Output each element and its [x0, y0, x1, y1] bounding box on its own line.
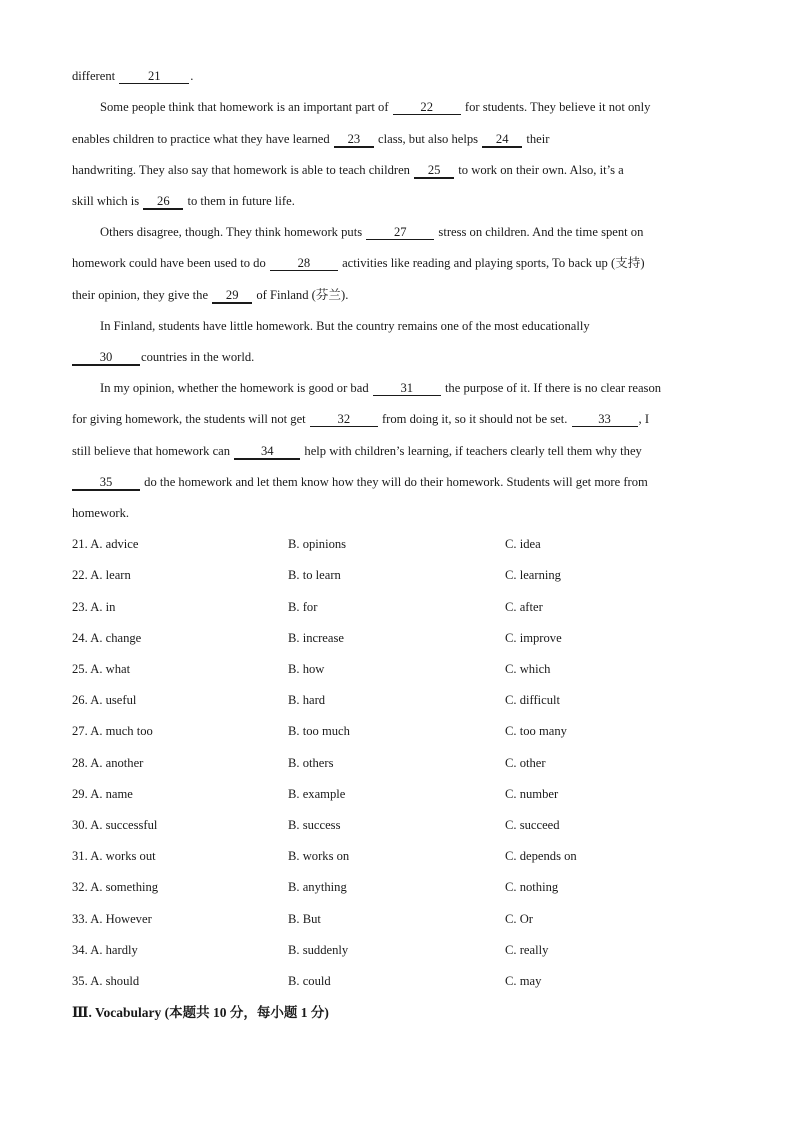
passage-text: to work on their own. Also, it’s a — [458, 163, 624, 177]
option-a[interactable] — [72, 599, 115, 615]
passage-text: class, but also helps — [378, 132, 479, 146]
question-number: 25. — [72, 662, 88, 676]
passage-line — [72, 411, 722, 427]
blank-21[interactable]: 21 — [119, 70, 189, 84]
passage-text: their — [526, 132, 550, 146]
option-b[interactable]: B. opinions — [288, 537, 347, 551]
question-number: 33. — [72, 912, 88, 926]
passage-line — [72, 131, 722, 148]
blank-27[interactable]: 27 — [366, 226, 434, 240]
passage-line — [72, 287, 722, 304]
question-number: 34. — [72, 943, 88, 957]
option-c[interactable]: C. really — [505, 943, 549, 957]
option-c[interactable]: C. may — [505, 974, 542, 988]
option-a-label: A. another — [90, 756, 144, 770]
blank-35[interactable]: 35 — [72, 476, 140, 491]
passage-line — [72, 443, 722, 460]
question-number: 28. — [72, 756, 88, 770]
option-c[interactable]: C. too many — [505, 724, 567, 738]
section-title: Ⅲ. Vocabulary — [72, 1005, 162, 1020]
option-a[interactable] — [72, 879, 158, 895]
passage-line — [72, 68, 722, 84]
option-a[interactable] — [72, 786, 133, 802]
option-a[interactable] — [72, 973, 139, 989]
option-c[interactable]: C. improve — [505, 631, 562, 645]
passage-text: still believe that homework can — [72, 444, 231, 458]
blank-28[interactable]: 28 — [270, 257, 338, 271]
question-number: 26. — [72, 693, 88, 707]
option-b[interactable]: B. how — [288, 662, 325, 676]
blank-24[interactable]: 24 — [482, 133, 522, 148]
question-number: 22. — [72, 568, 88, 582]
passage-text: handwriting. They also say that homework is able to teach children — [72, 163, 410, 177]
passage-text: different — [72, 69, 116, 83]
option-a-label: A. change — [90, 631, 142, 645]
option-a-label: A. learn — [90, 568, 131, 582]
question-number: 29. — [72, 787, 88, 801]
blank-34[interactable]: 34 — [234, 445, 300, 460]
section-heading — [72, 1001, 329, 1021]
passage-text: to them in future life. — [187, 194, 295, 208]
blank-22[interactable]: 22 — [393, 101, 461, 115]
option-b[interactable]: B. example — [288, 787, 346, 801]
passage-text: , I — [638, 412, 650, 426]
passage-text: Others disagree, though. They think homework puts — [100, 225, 363, 239]
option-a[interactable] — [72, 911, 152, 927]
option-a-label: A. advice — [90, 537, 139, 551]
option-c[interactable]: C. difficult — [505, 693, 561, 707]
option-c[interactable]: C. nothing — [505, 880, 559, 894]
option-b[interactable]: B. could — [288, 974, 331, 988]
option-b[interactable]: B. too much — [288, 724, 350, 738]
passage-text: homework could have been used to do — [72, 256, 266, 270]
option-b[interactable]: B. anything — [288, 880, 347, 894]
option-c[interactable]: C. succeed — [505, 818, 560, 832]
passage-text: skill which is — [72, 194, 140, 208]
option-b[interactable]: B. to learn — [288, 568, 341, 582]
question-number: 31. — [72, 849, 88, 863]
option-a[interactable] — [72, 942, 138, 958]
passage-text: from doing it, so it should not be set. — [381, 412, 568, 426]
option-a[interactable] — [72, 817, 157, 833]
passage-text: do the homework and let them know how they will do their homework. Students will get more from — [144, 475, 648, 489]
option-a[interactable] — [72, 723, 153, 739]
passage-text: Some people think that homework is an important part of — [100, 100, 389, 114]
blank-29[interactable]: 29 — [212, 289, 252, 304]
passage-text: activities like reading and playing sports, To back up (支持) — [342, 256, 645, 270]
question-number: 21. — [72, 537, 88, 551]
passage-line — [100, 380, 722, 396]
option-a-label: A. successful — [90, 818, 158, 832]
option-a-label: A. works out — [90, 849, 156, 863]
passage-line — [72, 255, 722, 271]
option-a[interactable] — [72, 692, 136, 708]
question-number: 23. — [72, 600, 88, 614]
option-c[interactable]: C. learning — [505, 568, 561, 582]
passage-text: In Finland, students have little homework. But the country remains one of the most educationally — [100, 319, 590, 333]
option-c[interactable]: C. idea — [505, 537, 541, 551]
blank-31[interactable]: 31 — [373, 382, 441, 396]
blank-26[interactable]: 26 — [143, 195, 183, 210]
option-a[interactable] — [72, 630, 141, 646]
option-a-label: A. useful — [90, 693, 137, 707]
option-b[interactable]: B. for — [288, 600, 318, 614]
option-a-label: A. hardly — [90, 943, 138, 957]
section-note: (本题共 10 分，每小题 1 分) — [164, 1005, 329, 1020]
option-c[interactable]: C. after — [505, 600, 543, 614]
option-c[interactable]: C. Or — [505, 912, 533, 926]
option-b[interactable]: B. others — [288, 756, 334, 770]
option-b[interactable]: B. works on — [288, 849, 350, 863]
passage-text: In my opinion, whether the homework is good or bad — [100, 381, 369, 395]
question-number: 24. — [72, 631, 88, 645]
passage-line — [100, 224, 722, 240]
passage-text: countries in the world. — [141, 350, 255, 364]
option-b[interactable]: B. hard — [288, 693, 326, 707]
option-a-label: A. what — [90, 662, 131, 676]
option-a[interactable] — [72, 567, 131, 583]
passage-line — [72, 162, 722, 179]
option-a-label: A. name — [90, 787, 133, 801]
passage-text: . — [190, 69, 194, 83]
blank-30[interactable]: 30 — [72, 351, 140, 366]
passage-line — [72, 193, 722, 210]
option-a-label: A. should — [90, 974, 140, 988]
blank-33[interactable]: 33 — [572, 413, 638, 427]
passage-text: stress on children. And the time spent on — [438, 225, 644, 239]
option-c[interactable]: C. depends on — [505, 849, 577, 863]
passage-line — [100, 99, 722, 115]
option-c[interactable]: C. number — [505, 787, 559, 801]
blank-25[interactable]: 25 — [414, 164, 454, 179]
option-b[interactable]: B. increase — [288, 631, 344, 645]
passage-line — [72, 505, 722, 521]
option-b[interactable]: B. success — [288, 818, 341, 832]
passage-text: for students. They believe it not only — [464, 100, 651, 114]
question-number: 30. — [72, 818, 88, 832]
passage-text: enables children to practice what they have learned — [72, 132, 330, 146]
question-number: 27. — [72, 724, 88, 738]
blank-32[interactable]: 32 — [310, 413, 378, 427]
option-a[interactable] — [72, 536, 138, 552]
passage-text: for giving homework, the students will not get — [72, 412, 306, 426]
passage-text: the purpose of it. If there is no clear reason — [444, 381, 662, 395]
passage-text: help with children’s learning, if teachers clearly tell them why they — [304, 444, 642, 458]
question-number: 32. — [72, 880, 88, 894]
question-number: 35. — [72, 974, 88, 988]
option-b[interactable]: B. suddenly — [288, 943, 349, 957]
option-a-label: A. something — [90, 880, 159, 894]
option-c[interactable]: C. which — [505, 662, 551, 676]
option-a-label: A. much too — [90, 724, 153, 738]
passage-text: homework. — [72, 506, 130, 520]
passage-text: of Finland (芬兰). — [256, 288, 349, 302]
option-b[interactable]: B. But — [288, 912, 321, 926]
blank-23[interactable]: 23 — [334, 133, 374, 148]
option-a[interactable] — [72, 661, 130, 677]
passage-text: their opinion, they give the — [72, 288, 209, 302]
option-a[interactable] — [72, 848, 156, 864]
passage-line — [72, 349, 722, 366]
option-a-label: A. in — [90, 600, 116, 614]
option-a-label: A. However — [90, 912, 152, 926]
passage-line — [100, 318, 722, 334]
option-a[interactable] — [72, 755, 143, 771]
passage-line — [72, 474, 722, 491]
option-c[interactable]: C. other — [505, 756, 546, 770]
